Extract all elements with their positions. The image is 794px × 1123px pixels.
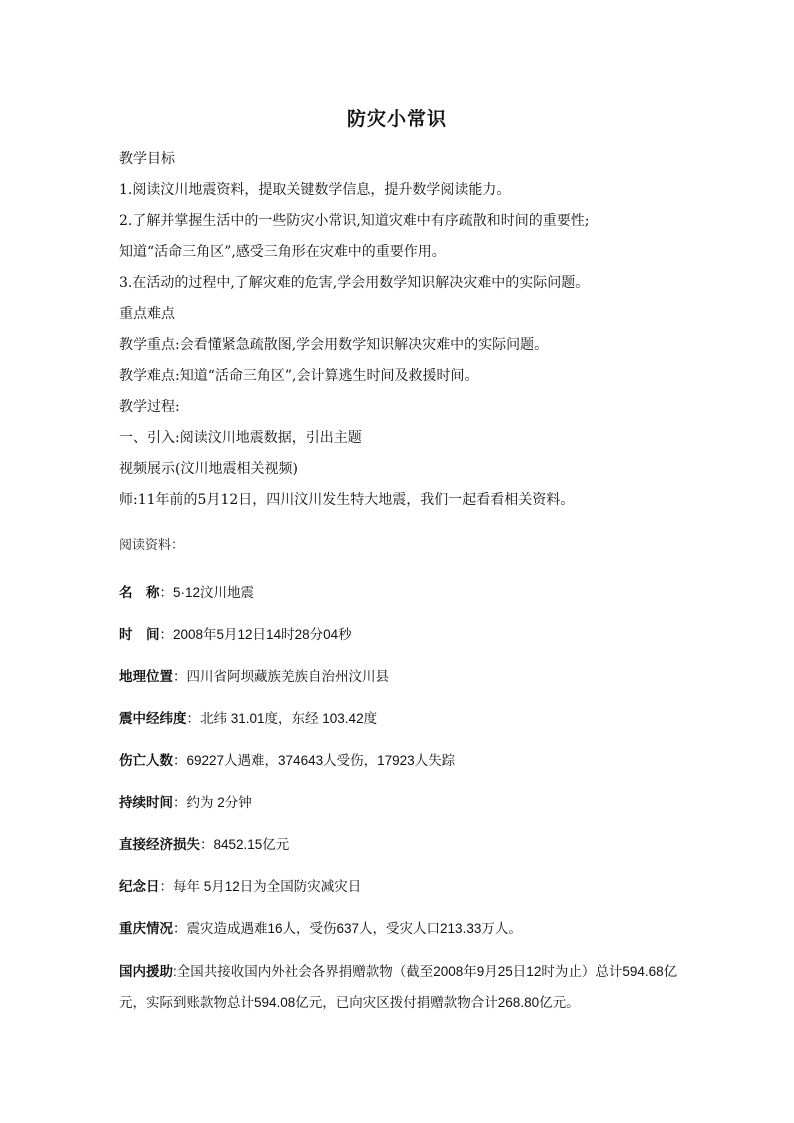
info-value: ：北纬 31.01度，东经 103.42度: [186, 711, 378, 726]
text-line: 1.阅读汶川地震资料，提取关键数学信息，提升数学阅读能力。: [119, 182, 511, 198]
info-row: [119, 782, 719, 824]
text-line: 教学难点:知道“活命三角区”,会计算逃生时间及救援时间。: [119, 368, 479, 384]
info-row: [119, 698, 719, 740]
info-value: ：69227人遇难，374643人受伤，17923人失踪: [173, 753, 456, 768]
info-row: [119, 824, 719, 866]
info-value: ：四川省阿坝藏族羌族自治州汶川县: [173, 669, 389, 684]
info-value: ：每年 5月12日为全国防灾减灾日: [159, 879, 362, 894]
info-value: ：5·12汶川地震: [159, 585, 255, 600]
info-key: 重庆情况: [119, 921, 173, 936]
info-key: 持续时间: [119, 795, 173, 810]
text-line: 视频展示(汶川地震相关视频): [119, 461, 298, 477]
aid-key: 国内援助: [119, 964, 173, 979]
text-line: 2.了解并掌握生活中的一些防灾小常识,知道灾难中有序疏散和时间的重要性;: [119, 213, 590, 229]
text-line: 教学重点:会看懂紧急疏散图,学会用数学知识解决灾难中的实际问题。: [119, 337, 549, 353]
info-key: 伤亡人数: [119, 753, 173, 768]
info-row: [119, 656, 719, 698]
info-key: 地理位置: [119, 669, 173, 684]
text-line: 3.在活动的过程中,了解灾难的危害,学会用数学知识解决灾难中的实际问题。: [119, 275, 590, 291]
lesson-plan-text: [119, 144, 719, 516]
aid-paragraph: [119, 956, 679, 1018]
info-key: 纪念日: [119, 879, 160, 894]
info-key: 震中经纬度: [119, 711, 187, 726]
text-line: 重点难点: [119, 306, 175, 322]
info-value: ：震灾造成遇难16人，受伤637人，受灾人口213.33万人。: [173, 921, 522, 936]
reading-material: [119, 530, 719, 1018]
info-row: [119, 908, 719, 950]
text-line: 教学过程:: [119, 399, 180, 415]
reading-label: 阅读资料：: [119, 537, 185, 552]
info-value: ：2008年5月12日14时28分04秒: [159, 627, 352, 642]
info-value: ：约为 2分钟: [173, 795, 252, 810]
info-value: ：8452.15亿元: [200, 837, 290, 852]
text-line: 师:11年前的5月12日，四川汶川发生特大地震，我们一起看看相关资料。: [119, 492, 575, 508]
page-title: 防灾小常识: [346, 108, 447, 130]
info-key: 名 称: [119, 585, 160, 600]
info-row: [119, 614, 719, 656]
info-row: [119, 866, 719, 908]
text-line: 一、引入:阅读汶川地震数据，引出主题: [119, 430, 362, 446]
info-key: 直接经济损失: [119, 837, 200, 852]
info-key: 时 间: [119, 627, 160, 642]
info-row: [119, 740, 719, 782]
text-line: 教学目标: [119, 151, 175, 167]
text-line: 知道“活命三角区”,感受三角形在灾难中的重要作用。: [119, 244, 446, 260]
info-row: [119, 572, 719, 614]
aid-value: :全国共接收国内外社会各界捐赠款物（截至2008年9月25日12时为止）总计594.68亿元，实际到账款物总计594.08亿元，已向灾区拨付捐赠款物合计268.80亿元。: [119, 964, 678, 1010]
